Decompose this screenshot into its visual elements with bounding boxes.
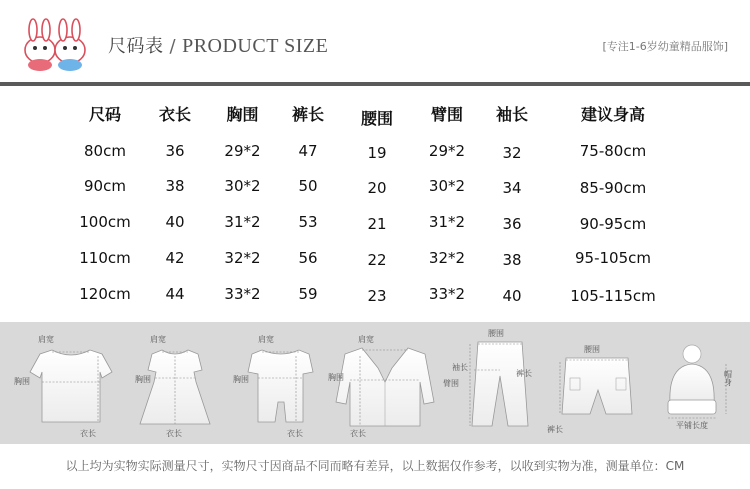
romper-shoulder-label: 肩宽 xyxy=(258,335,274,344)
hat-diagram-icon xyxy=(668,345,733,430)
tshirt-chest-label: 胸围 xyxy=(14,377,30,386)
table-cell: 36 xyxy=(502,215,522,233)
jacket-length-label: 衣长 xyxy=(350,429,366,438)
header-cell: 尺码 xyxy=(88,105,121,124)
shorts-waist-label: 腰围 xyxy=(584,345,600,354)
table-cell: 44 xyxy=(165,285,185,303)
measurement-note: 以上均为实物实际测量尺寸，实物尺寸因商品不同而略有差异，以上数据仅作参考，以收到实物为准，测量单位：CM xyxy=(65,459,685,473)
slogan: [专注1-6岁幼童精品服饰] xyxy=(602,40,728,53)
table-cell: 53 xyxy=(298,213,318,231)
title-en: PRODUCT SIZE xyxy=(182,35,329,57)
pants-sleeve-label: 袖长 xyxy=(452,363,468,372)
table-row xyxy=(0,207,750,237)
header-cell: 袖长 xyxy=(495,105,528,124)
bunny-logo-icon xyxy=(18,18,92,72)
table-cell: 29*2 xyxy=(224,142,261,160)
table-cell: 59 xyxy=(298,285,318,303)
table-cell: 90-95cm xyxy=(579,215,647,233)
table-cell: 32*2 xyxy=(428,249,466,267)
tshirt-diagram-icon xyxy=(14,334,112,438)
header-cell: 腰围 xyxy=(360,109,393,128)
table-cell: 32*2 xyxy=(224,249,261,267)
jacket-diagram-icon xyxy=(328,334,434,438)
romper-length-label: 衣长 xyxy=(287,429,303,438)
table-cell: 90cm xyxy=(84,177,126,195)
table-cell: 29*2 xyxy=(428,142,466,160)
table-cell: 23 xyxy=(367,287,387,305)
title-separator: / xyxy=(169,36,177,57)
measurement-guide xyxy=(0,322,750,444)
table-cell: 47 xyxy=(298,142,318,160)
jacket-shoulder-label: 肩宽 xyxy=(358,335,374,344)
romper-diagram-icon xyxy=(233,334,313,438)
header-divider xyxy=(0,82,750,86)
table-row xyxy=(0,136,750,166)
title-cn: 尺码表 xyxy=(108,36,164,57)
header-cell: 衣长 xyxy=(158,105,191,124)
table-cell: 56 xyxy=(298,249,318,267)
header-cell: 胸围 xyxy=(226,105,259,124)
table-row xyxy=(0,171,750,201)
table-cell: 32 xyxy=(502,144,522,162)
table-cell: 31*2 xyxy=(224,213,261,231)
table-cell: 36 xyxy=(165,142,185,160)
table-cell: 30*2 xyxy=(224,177,261,195)
pants-diagram-icon xyxy=(443,329,532,426)
tshirt-length-label: 衣长 xyxy=(80,429,96,438)
table-cell: 80cm xyxy=(84,142,126,160)
table-cell: 20 xyxy=(367,179,387,197)
table-cell: 38 xyxy=(165,177,185,195)
table-cell: 31*2 xyxy=(428,213,466,231)
shorts-diagram-icon xyxy=(547,345,632,434)
hat-height-label: 帽身 xyxy=(723,370,733,386)
table-cell: 22 xyxy=(367,251,387,269)
table-cell: 95-105cm xyxy=(575,249,651,267)
pants-waist-label: 腰围 xyxy=(488,329,504,338)
table-cell: 33*2 xyxy=(224,285,261,303)
dress-diagram-icon xyxy=(135,334,210,438)
table-cell: 30*2 xyxy=(428,177,466,195)
table-cell: 40 xyxy=(165,213,185,231)
pants-arm-label: 臂围 xyxy=(443,379,459,388)
jacket-chest-label: 胸围 xyxy=(328,373,344,382)
table-cell: 75-80cm xyxy=(579,142,647,160)
table-cell: 50 xyxy=(298,177,318,195)
hat-width-label: 平铺长度 xyxy=(676,421,708,430)
table-row xyxy=(0,243,750,273)
table-cell: 85-90cm xyxy=(579,179,647,197)
header xyxy=(0,0,750,80)
table-cell: 100cm xyxy=(79,213,131,231)
table-cell: 40 xyxy=(502,287,522,305)
shorts-length-label: 裤长 xyxy=(547,425,563,434)
table-cell: 110cm xyxy=(79,249,131,267)
table-cell: 21 xyxy=(367,215,387,233)
table-cell: 120cm xyxy=(79,285,131,303)
header-cell: 裤长 xyxy=(291,105,324,124)
table-cell: 34 xyxy=(502,179,522,197)
garment-diagrams xyxy=(0,322,750,444)
dress-chest-label: 胸围 xyxy=(135,375,151,384)
header-cell: 建议身高 xyxy=(580,105,645,124)
table-cell: 42 xyxy=(165,249,185,267)
tshirt-shoulder-label: 肩宽 xyxy=(38,335,54,344)
table-cell: 33*2 xyxy=(428,285,466,303)
table-cell: 19 xyxy=(367,144,387,162)
dress-shoulder-label: 肩宽 xyxy=(150,335,166,344)
header-cell: 臂围 xyxy=(430,105,463,124)
romper-chest-label: 胸围 xyxy=(233,375,249,384)
table-row xyxy=(0,279,750,309)
pants-length-label: 裤长 xyxy=(516,369,532,378)
table-cell: 105-115cm xyxy=(570,287,656,305)
table-cell: 38 xyxy=(502,251,522,269)
dress-length-label: 衣长 xyxy=(166,429,182,438)
page-title xyxy=(108,32,328,58)
table-header-row xyxy=(0,100,750,130)
